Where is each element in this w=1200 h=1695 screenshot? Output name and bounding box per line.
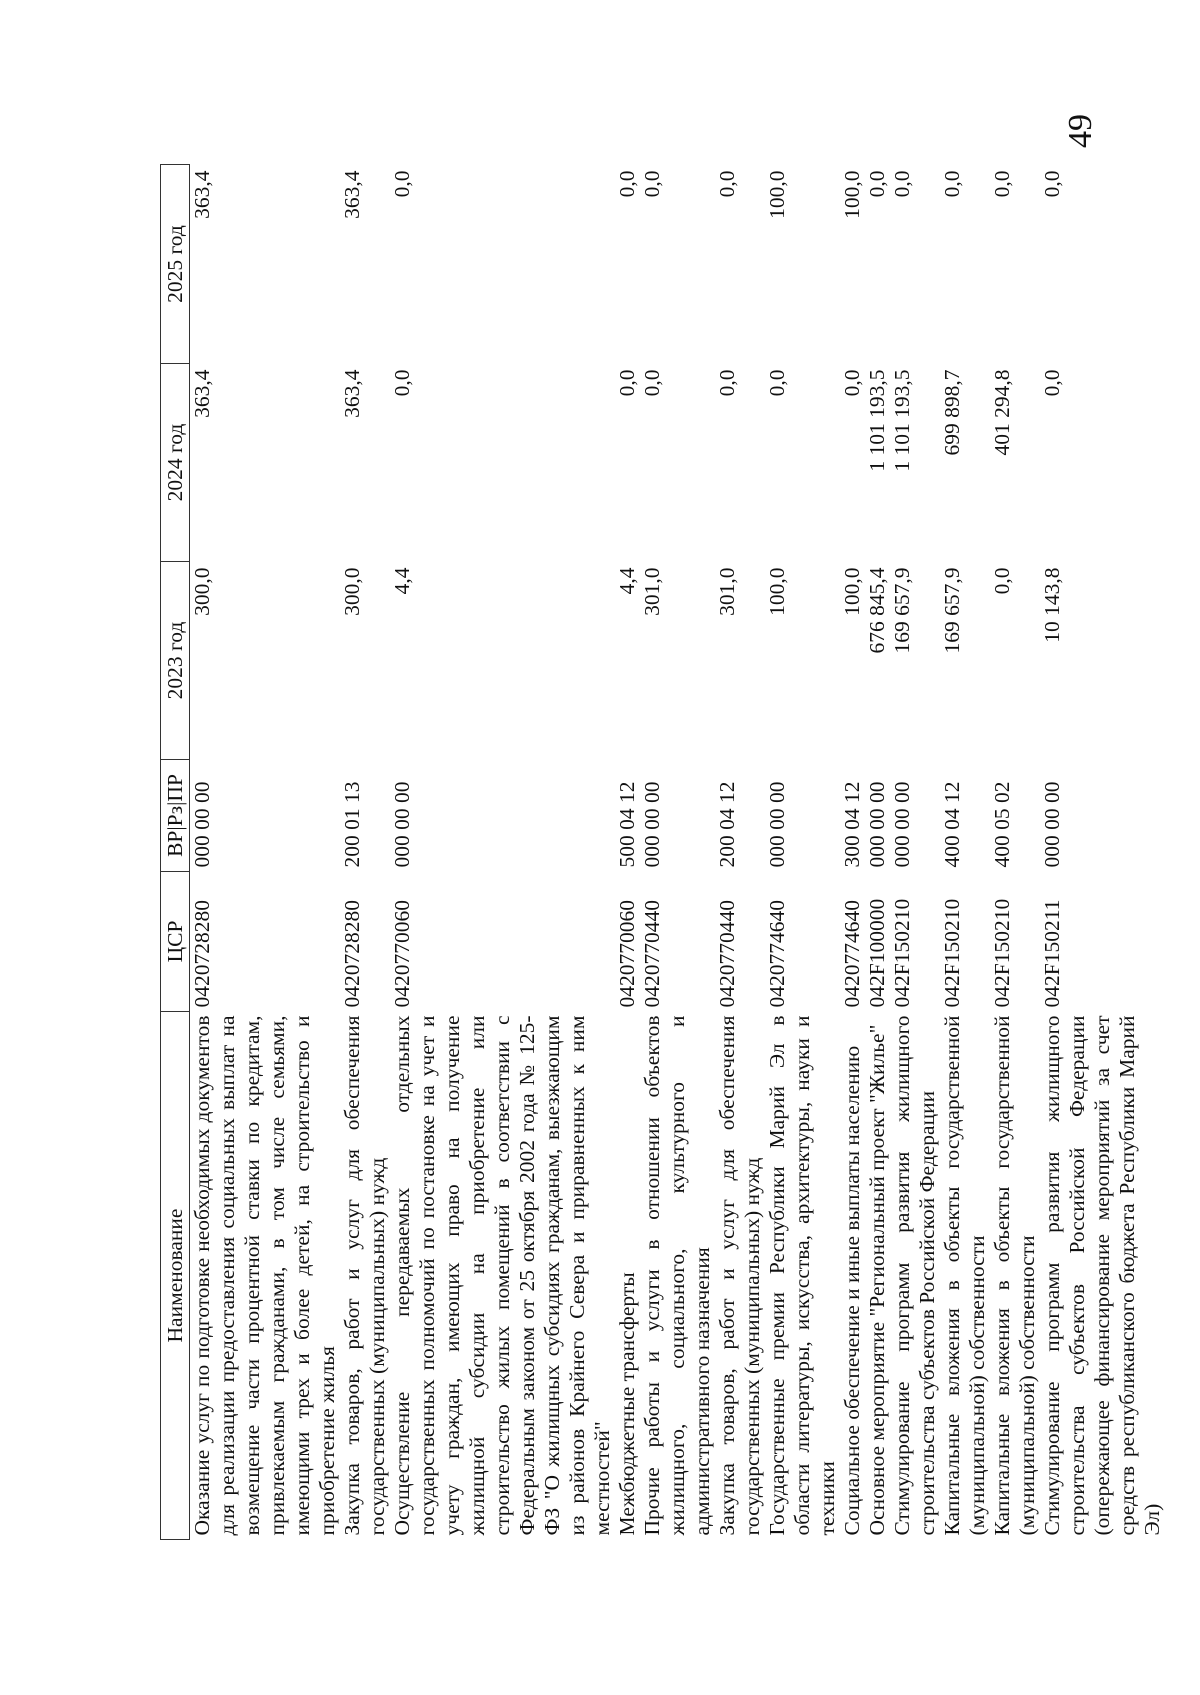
row-value-2023: 169 657,9 [890, 567, 914, 654]
row-csr: 0420770060 [615, 900, 639, 1008]
row-name: Прочие работы и услуги в отношении объектов жилищного, социального, культурного и административного назначения [640, 1015, 714, 1536]
table-row [765, 165, 840, 1540]
row-value-2023: 300,0 [340, 567, 364, 616]
row-code: 000 00 00 [390, 781, 414, 868]
table-row [390, 165, 615, 1540]
row-code: 300 04 12 [840, 781, 864, 868]
row-value-2024: 699 898,7 [940, 369, 964, 456]
row-value-2023: 10 143,8 [1040, 567, 1064, 643]
row-value-2024: 1 101 193,5 [890, 369, 914, 472]
row-value-2024: 0,0 [390, 369, 414, 397]
row-value-2025: 363,4 [340, 170, 364, 219]
row-code: 400 05 02 [990, 781, 1014, 868]
row-name: Закупка товаров, работ и услуг для обеспечения государственных (муниципальных) нужд [715, 1015, 764, 1536]
row-csr: 0420728280 [340, 900, 364, 1008]
row-value-2023: 301,0 [715, 567, 739, 616]
row-value-2024: 0,0 [640, 369, 664, 397]
row-csr: 042F150210 [990, 898, 1014, 1008]
row-name: Межбюджетные трансферты [615, 1272, 639, 1536]
header-vr-rz-pr: ВР|Рз|ПР [161, 760, 190, 872]
row-code: 000 00 00 [865, 781, 889, 868]
row-csr: 0420774640 [840, 900, 864, 1008]
table-row [840, 165, 865, 1540]
row-name: Основное мероприятие "Региональный проект "Жилье" [865, 1024, 889, 1536]
row-value-2025: 100,0 [765, 170, 789, 219]
header-2023: 2023 год [161, 562, 190, 760]
row-name: Государственные премии Республики Марий Эл в области литературы, искусства, архитектуры, науки и техники [765, 1015, 839, 1536]
row-value-2025: 363,4 [190, 170, 214, 219]
row-value-2025: 0,0 [390, 170, 414, 198]
row-value-2025: 0,0 [940, 170, 964, 198]
table-row [865, 165, 890, 1540]
row-csr: 0420728280 [190, 900, 214, 1008]
row-csr: 0420770440 [640, 900, 664, 1008]
row-name: Социальное обеспечение и иные выплаты населению [840, 1045, 864, 1536]
row-code: 200 01 13 [340, 781, 364, 868]
row-csr: 0420770440 [715, 900, 739, 1008]
row-csr: 042F100000 [865, 898, 889, 1008]
header-name: Наименование [161, 1012, 190, 1540]
row-value-2023: 4,4 [390, 567, 414, 595]
header-2024: 2024 год [161, 364, 190, 562]
row-value-2024: 0,0 [715, 369, 739, 397]
row-value-2023: 4,4 [615, 567, 639, 595]
row-value-2023: 301,0 [640, 567, 664, 616]
row-code: 000 00 00 [765, 781, 789, 868]
row-name: Капитальные вложения в объекты государственной (муниципальной) собственности [940, 1015, 989, 1536]
row-code: 400 04 12 [940, 781, 964, 868]
row-value-2025: 0,0 [1040, 170, 1064, 198]
row-code: 000 00 00 [1040, 781, 1064, 868]
table-row [640, 165, 715, 1540]
row-value-2024: 0,0 [615, 369, 639, 397]
row-csr: 042F150210 [890, 898, 914, 1008]
row-code: 500 04 12 [615, 781, 639, 868]
row-value-2025: 0,0 [715, 170, 739, 198]
row-csr: 042F150210 [940, 898, 964, 1008]
row-value-2023: 100,0 [765, 567, 789, 616]
table-row [715, 165, 765, 1540]
header-csr: ЦСР [161, 872, 190, 1012]
row-value-2025: 0,0 [890, 170, 914, 198]
row-name: Оказание услуг по подготовке необходимых документов для реализации предоставления социальных выплат на возмещение части процентной ставки по кредитам, привлекаемым гражданами, в том числе семьями, имеющими трех и более детей, на строительство и приобретение жилья [190, 1015, 339, 1536]
row-name: Закупка товаров, работ и услуг для обеспечения государственных (муниципальных) нужд [340, 1015, 389, 1536]
row-code: 000 00 00 [190, 781, 214, 868]
row-value-2023: 169 657,9 [940, 567, 964, 654]
header-2025: 2025 год [161, 165, 190, 364]
row-value-2024: 363,4 [190, 369, 214, 418]
row-name: Стимулирование программ развития жилищного строительства субъектов Российской Федерации [890, 1015, 939, 1536]
row-value-2024: 0,0 [765, 369, 789, 397]
row-value-2025: 0,0 [640, 170, 664, 198]
table-row [615, 165, 640, 1540]
row-name: Капитальные вложения в объекты государственной (муниципальной) собственности [990, 1015, 1039, 1536]
row-name: Стимулирование программ развития жилищного строительства субъектов Российской Федерации (опережающее финансирование мероприятий за счет средств республиканского бюджета Республики Марий Эл) [1040, 1015, 1164, 1536]
table-row [890, 165, 940, 1540]
row-value-2025: 0,0 [865, 170, 889, 198]
row-value-2024: 0,0 [1040, 369, 1064, 397]
table-header-row [161, 165, 190, 1540]
row-csr: 042F150211 [1040, 899, 1064, 1008]
table-row [1040, 165, 1165, 1540]
row-value-2024: 1 101 193,5 [865, 369, 889, 472]
row-value-2025: 100,0 [840, 170, 864, 219]
row-csr: 0420774640 [765, 900, 789, 1008]
row-value-2023: 0,0 [990, 567, 1014, 595]
row-value-2025: 0,0 [990, 170, 1014, 198]
row-value-2023: 300,0 [190, 567, 214, 616]
row-name: Осуществление передаваемых отдельных государственных полномочий по постановке на учет и учету граждан, имеющих право на получение жилищной субсидии на приобретение или строительство жилых помещений в соответствии с Федеральным законом от 25 октября 2002 года № 125-ФЗ "О жилищных субсидиях гражданам, выезжающим из районов Крайнего Севера и приравненных к ним местностей" [390, 1015, 614, 1536]
table-row [940, 165, 990, 1540]
budget-table [160, 164, 1165, 1540]
row-code: 000 00 00 [640, 781, 664, 868]
page-number: 49 [1062, 114, 1099, 148]
row-value-2024: 401 294,8 [990, 369, 1014, 456]
row-value-2025: 0,0 [615, 170, 639, 198]
row-value-2023: 676 845,4 [865, 567, 889, 654]
row-value-2023: 100,0 [840, 567, 864, 616]
row-code: 000 00 00 [890, 781, 914, 868]
table-row [340, 165, 390, 1540]
row-value-2024: 363,4 [340, 369, 364, 418]
table-row [190, 165, 341, 1540]
table-row [990, 165, 1040, 1540]
row-value-2024: 0,0 [840, 369, 864, 397]
row-csr: 0420770060 [390, 900, 414, 1008]
row-code: 200 04 12 [715, 781, 739, 868]
table-body [190, 165, 1166, 1540]
